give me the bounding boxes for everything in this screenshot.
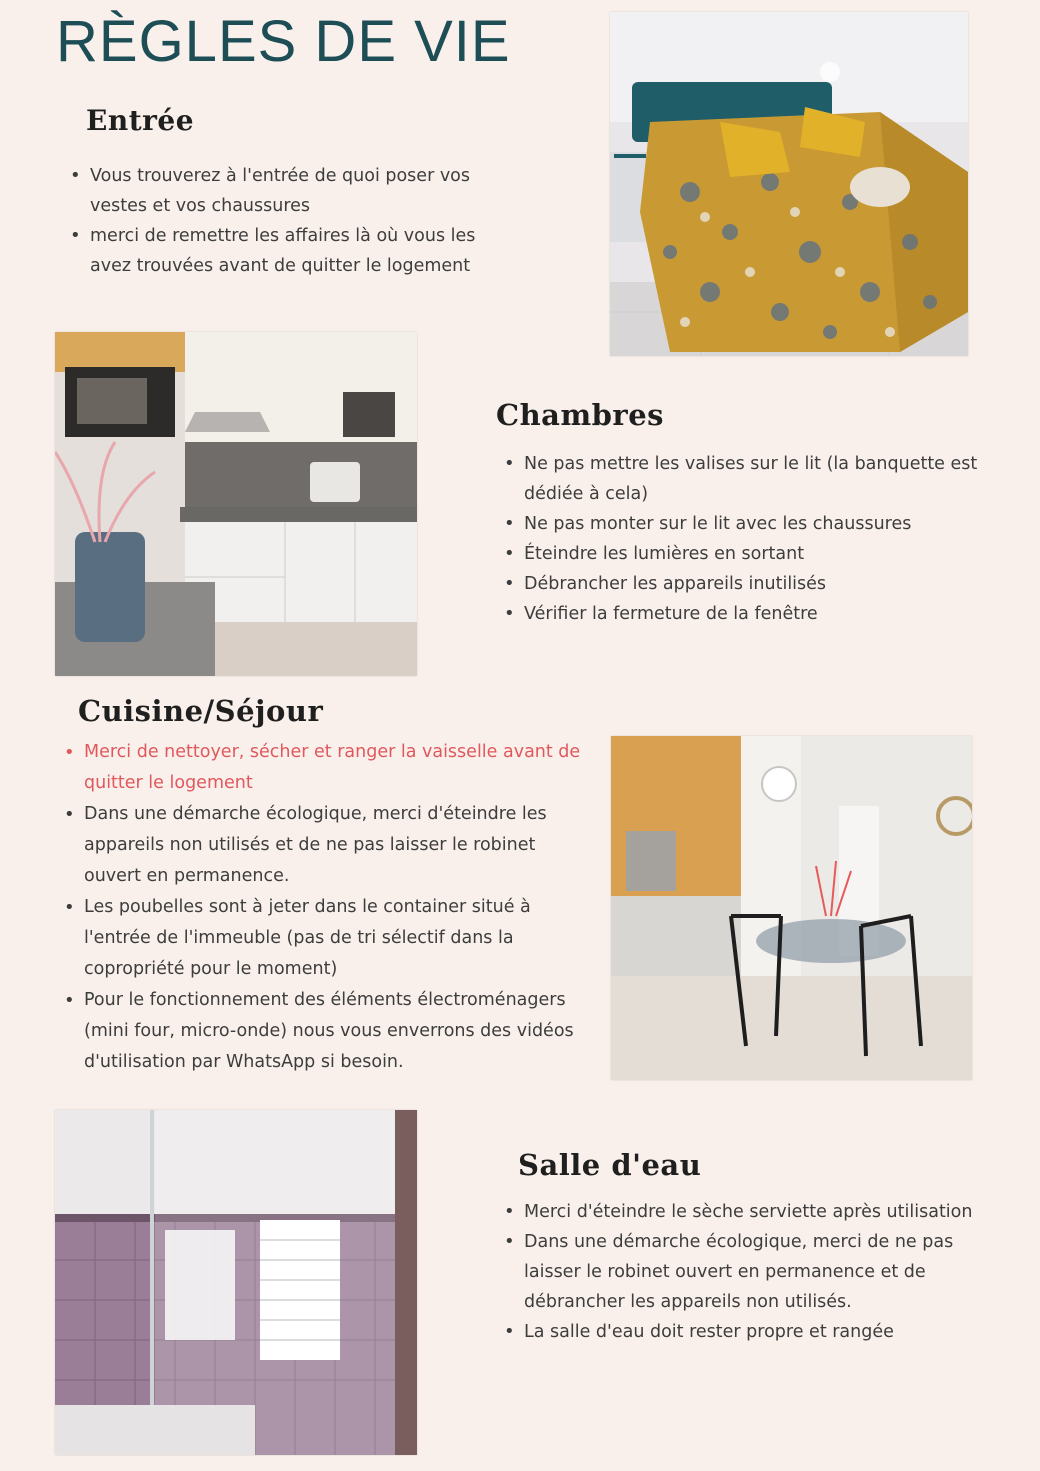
list-item: • Dans une démarche écologique, merci d'éteindre les appareils non utilisés et de ne pas laisser le robinet ouvert en permanence. xyxy=(60,799,585,892)
section-heading-entree: Entrée xyxy=(86,104,195,137)
section-heading-salle-eau: Salle d'eau xyxy=(518,1148,702,1182)
bedroom-photo xyxy=(610,12,968,356)
list-item: • Débrancher les appareils inutilisés xyxy=(500,569,1015,599)
section-heading-cuisine: Cuisine/Séjour xyxy=(78,694,324,728)
entree-rules-list xyxy=(66,161,496,281)
list-item: • Dans une démarche écologique, merci de ne pas laisser le robinet ouvert en permanence et de débrancher les appareils non utilisés. xyxy=(500,1227,1010,1317)
list-item: • merci de remettre les affaires là où vous les avez trouvées avant de quitter le logement xyxy=(66,221,496,281)
list-item: • Vérifier la fermeture de la fenêtre xyxy=(500,599,1015,629)
list-item: • Ne pas monter sur le lit avec les chaussures xyxy=(500,509,1015,539)
section-heading-chambres: Chambres xyxy=(496,398,664,432)
bathroom-photo xyxy=(55,1110,417,1455)
list-item: • La salle d'eau doit rester propre et rangée xyxy=(500,1317,1010,1347)
chambres-rules-list xyxy=(500,449,1015,629)
list-item: • Éteindre les lumières en sortant xyxy=(500,539,1015,569)
cuisine-rules-list xyxy=(60,737,585,1078)
list-item: • Ne pas mettre les valises sur le lit (la banquette est dédiée à cela) xyxy=(500,449,1015,509)
list-item: • Vous trouverez à l'entrée de quoi poser vos vestes et vos chaussures xyxy=(66,161,496,221)
list-item: • Les poubelles sont à jeter dans le container situé à l'entrée de l'immeuble (pas de tri sélectif dans la copropriété pour le moment) xyxy=(60,892,585,985)
salle-eau-rules-list xyxy=(500,1197,1010,1347)
dining-room-photo xyxy=(611,736,972,1080)
kitchen-photo xyxy=(55,332,417,676)
list-item: • Merci d'éteindre le sèche serviette après utilisation xyxy=(500,1197,1010,1227)
list-item: • Pour le fonctionnement des éléments électroménagers (mini four, micro-onde) nous vous enverrons des vidéos d'utilisation par WhatsApp si besoin. xyxy=(60,985,585,1078)
list-item-highlight: • Merci de nettoyer, sécher et ranger la vaisselle avant de quitter le logement xyxy=(60,737,585,799)
page-title: RÈGLES DE VIE xyxy=(56,9,511,74)
